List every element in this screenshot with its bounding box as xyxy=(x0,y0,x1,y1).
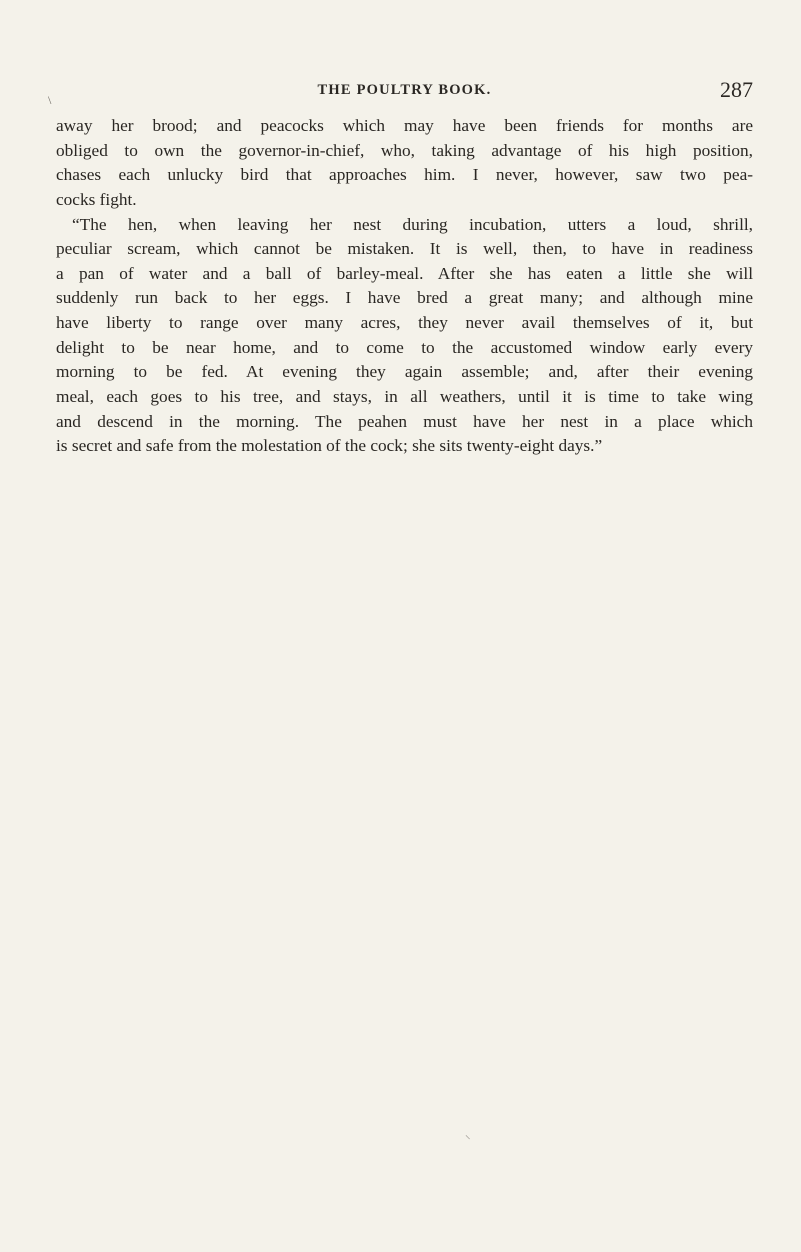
text-line: suddenly run back to her eggs. I have bred a great many; and although mine xyxy=(56,288,753,308)
text-line: obliged to own the governor-in-chief, who, taking advantage of his high position, xyxy=(56,140,753,160)
stray-mark-icon: ⸌ xyxy=(465,1134,471,1146)
running-head xyxy=(56,77,753,105)
text-line: a pan of water and a ball of barley-meal. After she has eaten a little she will xyxy=(56,263,753,283)
running-title: THE POULTRY BOOK. xyxy=(317,82,492,98)
text-line: morning to be fed. At evening they again assemble; and, after their evening xyxy=(56,362,753,382)
text-line: cocks fight. xyxy=(56,189,137,209)
text-line: have liberty to range over many acres, they never avail themselves of it, but xyxy=(56,313,753,333)
text-line: chases each unlucky bird that approaches him. I never, however, saw two pea- xyxy=(56,165,753,185)
text-line: away her brood; and peacocks which may have been friends for months are xyxy=(56,116,753,135)
text-line: meal, each goes to his tree, and stays, in all weathers, until it is time to take wing xyxy=(56,387,753,407)
text-line: delight to be near home, and to come to the accustomed window early every xyxy=(56,337,753,357)
text-line: and descend in the morning. The peahen must have her nest in a place which xyxy=(56,411,753,431)
corner-mark-icon: \ xyxy=(48,93,52,107)
text-line: “The hen, when leaving her nest during incubation, utters a loud, shrill, xyxy=(72,214,753,234)
body-text xyxy=(56,114,753,459)
text-line: peculiar scream, which cannot be mistaken. It is well, then, to have in readiness xyxy=(56,239,753,259)
page-number: 287 xyxy=(720,77,753,102)
text-line: is secret and safe from the molestation of the cock; she sits twenty-eight days.” xyxy=(56,436,603,456)
